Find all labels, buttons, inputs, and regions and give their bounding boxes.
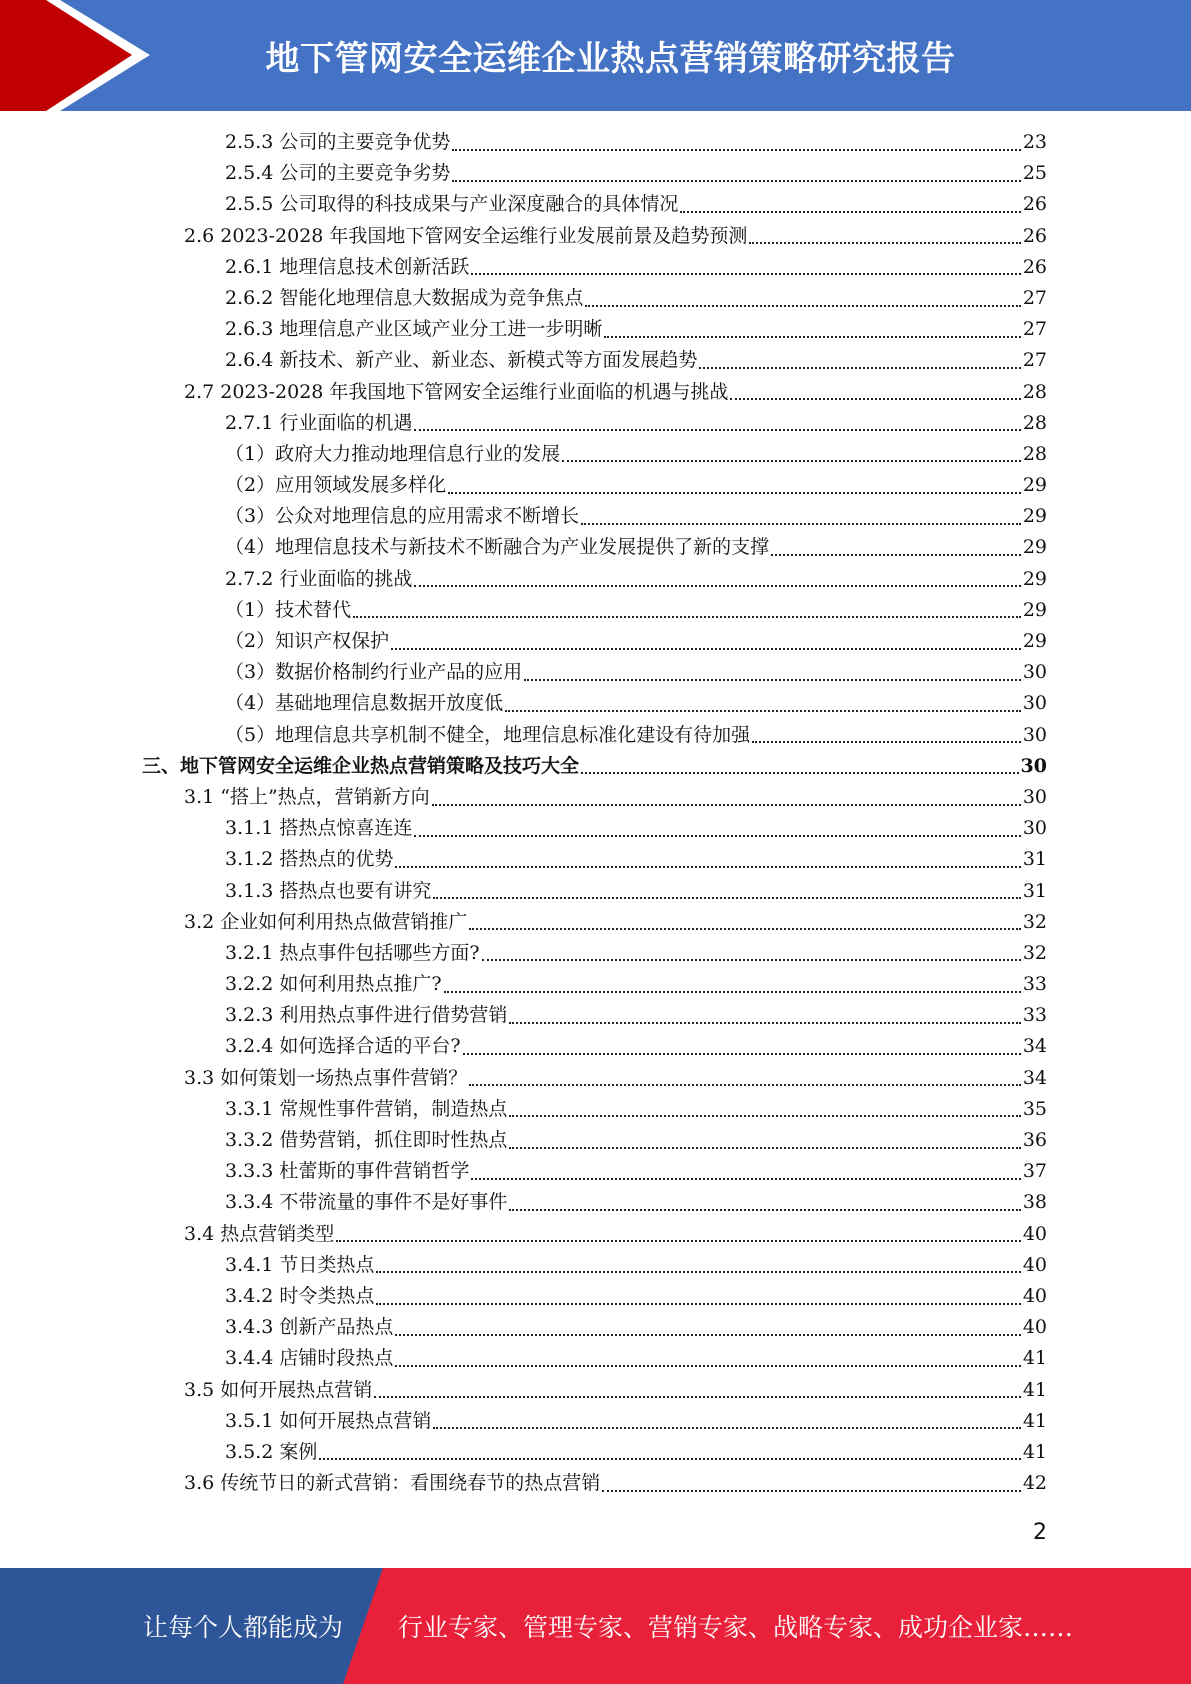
toc-entry-title: 3.1.3 搭热点也要有讲究 [225,879,432,902]
toc-entry[interactable] [0,252,1191,283]
toc-entry-page: 28 [1022,442,1047,465]
toc-dot-leader [604,336,1020,338]
toc-entry-page: 40 [1022,1253,1047,1276]
toc-entry[interactable] [0,1063,1191,1094]
toc-dot-leader [471,1178,1020,1180]
toc-entry-page: 41 [1022,1440,1047,1463]
toc-dot-leader [391,648,1021,650]
toc-dot-leader [463,1053,1021,1055]
toc-entry[interactable] [0,1094,1191,1125]
toc-entry-title: 3.3.2 借势营销，抓住即时性热点 [225,1129,508,1151]
toc-entry-page: 35 [1022,1097,1047,1120]
toc-entry[interactable] [0,470,1191,501]
toc-entry-title: 3.3.3 杜蕾斯的事件营销哲学 [225,1160,470,1183]
toc-entry-title: 3.3.1 常规性事件营销，制造热点 [225,1097,508,1120]
toc-entry[interactable] [0,501,1191,532]
toc-entry[interactable] [0,1250,1191,1281]
toc-entry-page: 29 [1022,474,1047,497]
toc-entry-title: 2.5.5 公司取得的科技成果与产业深度融合的具体情况 [225,193,679,216]
toc-entry[interactable] [0,595,1191,626]
report-title: 地下管网安全运维企业热点营销策略研究报告 [265,39,956,79]
toc-entry-title: 3.2.1 热点事件包括哪些方面? [225,941,480,964]
toc-dot-leader [433,897,1020,899]
toc-entry-title: 3.4.4 店铺时段热点 [225,1347,394,1370]
toc-entry[interactable] [0,439,1191,470]
toc-entry-title: 3.1 “搭上”热点，营销新方向 [184,785,430,808]
toc-entry[interactable] [0,1187,1191,1218]
toc-entry-page: 38 [1022,1191,1047,1214]
toc-dot-leader [414,429,1020,431]
page-footer [0,1568,1191,1684]
toc-entry[interactable] [0,782,1191,813]
toc-entry-title: 3.2 企业如何利用热点做营销推广 [184,910,468,933]
toc-entry[interactable] [0,1375,1191,1406]
toc-dot-leader [353,616,1021,618]
toc-entry[interactable] [0,720,1191,751]
footer-slogan-left: 让每个人都能成为 [143,1613,344,1642]
toc-dot-leader [395,1334,1020,1336]
toc-entry-title: 3.4.3 创新产品热点 [225,1316,394,1339]
toc-entry-title: （5）地理信息共享机制不健全，地理信息标准化建设有待加强 [225,723,751,746]
toc-entry-title: 3.6 传统节日的新式营销：看围绕春节的热点营销 [184,1472,601,1495]
toc-dot-leader [699,367,1020,369]
toc-dot-leader [730,398,1020,400]
toc-entry-page: 34 [1022,1066,1047,1089]
toc-entry[interactable] [0,158,1191,189]
toc-dot-leader [562,460,1021,462]
toc-entry-page: 29 [1022,536,1047,559]
toc-entry-title: 2.6.4 新技术、新产业、新业态、新模式等方面发展趋势 [225,349,698,372]
toc-entry-title: 3.3 如何策划一场热点事件营销？ [184,1066,468,1089]
toc-dot-leader [581,772,1019,774]
toc-entry-page: 31 [1022,848,1047,871]
toc-entry-title: 3.5.1 如何开展热点营销 [225,1409,432,1432]
toc-entry-page: 29 [1022,598,1047,621]
toc-entry[interactable] [0,221,1191,252]
toc-entry[interactable] [0,751,1191,782]
toc-entry[interactable] [0,1000,1191,1031]
toc-dot-leader [509,1147,1020,1149]
toc-entry-page: 32 [1022,941,1047,964]
toc-entry[interactable] [0,1437,1191,1468]
toc-entry-page: 30 [1022,692,1047,715]
toc-dot-leader [319,1458,1020,1460]
toc-dot-leader [432,804,1021,806]
toc-dot-leader [585,305,1020,307]
toc-entry[interactable] [0,377,1191,408]
toc-entry[interactable] [0,1343,1191,1374]
toc-entry[interactable] [0,408,1191,439]
toc-entry[interactable] [0,1406,1191,1437]
toc-dot-leader [509,1209,1020,1211]
toc-entry-title: （2）应用领域发展多样化 [225,474,447,497]
toc-entry[interactable] [0,189,1191,220]
toc-entry-title: 3.4.1 节日类热点 [225,1253,375,1276]
toc-entry[interactable] [0,127,1191,158]
toc-entry-page: 36 [1022,1129,1047,1151]
toc-entry-title: （1）技术替代 [225,598,352,621]
toc-dot-leader [374,1396,1021,1398]
toc-entry-page: 30 [1020,754,1047,777]
toc-entry-page: 28 [1022,380,1047,403]
toc-dot-leader [581,523,1021,525]
toc-dot-leader [509,1022,1020,1024]
toc-entry-page: 30 [1022,785,1047,808]
toc-entry-page: 37 [1022,1160,1047,1183]
toc-entry[interactable] [0,657,1191,688]
toc-dot-leader [524,679,1021,681]
toc-entry-page: 34 [1022,1035,1047,1058]
footer-slogan-right: 行业专家、管理专家、营销专家、战略专家、成功企业家…… [398,1613,1074,1642]
toc-entry-page: 29 [1022,567,1047,590]
toc-dot-leader [414,835,1020,837]
toc-entry[interactable] [0,938,1191,969]
toc-entry-page: 30 [1022,817,1047,840]
toc-entry[interactable] [0,1219,1191,1250]
toc-entry-page: 30 [1022,723,1047,746]
toc-entry-page: 42 [1022,1472,1047,1495]
toc-entry-title: 3.1.1 搭热点惊喜连连 [225,817,413,840]
toc-entry-page: 27 [1022,318,1047,341]
toc-entry[interactable] [0,283,1191,314]
toc-entry-title: 2.5.3 公司的主要竞争优势 [225,131,451,153]
toc-entry-page: 29 [1022,630,1047,652]
toc-dot-leader [452,180,1020,182]
toc-entry[interactable] [0,969,1191,1000]
toc-entry-title: 3.4 热点营销类型 [184,1222,335,1245]
toc-entry-title: 2.6.2 智能化地理信息大数据成为竞争焦点 [225,286,584,309]
toc-entry[interactable] [0,314,1191,345]
toc-dot-leader [469,1084,1021,1086]
toc-entry-title: （3）数据价格制约行业产品的应用 [225,661,523,684]
toc-entry-page: 41 [1022,1409,1047,1432]
table-of-contents [0,127,1191,1499]
page-header [0,0,1191,111]
toc-entry[interactable] [0,844,1191,875]
toc-entry-title: （3）公众对地理信息的应用需求不断增长 [225,505,580,528]
toc-dot-leader [448,492,1021,494]
toc-entry-title: 2.7.1 行业面临的机遇 [225,411,413,434]
toc-entry[interactable] [0,876,1191,907]
toc-dot-leader [469,928,1021,930]
toc-entry-title: 2.7 2023-2028 年我国地下管网安全运维行业面临的机遇与挑战 [184,380,729,403]
toc-entry[interactable] [0,1031,1191,1062]
toc-entry-page: 27 [1022,349,1047,372]
toc-dot-leader [395,866,1020,868]
toc-entry[interactable] [0,813,1191,844]
toc-dot-leader [444,991,1021,993]
toc-entry[interactable] [0,1312,1191,1343]
toc-entry-page: 26 [1022,224,1047,247]
toc-entry[interactable] [0,907,1191,938]
toc-entry[interactable] [0,345,1191,376]
toc-dot-leader [395,1365,1020,1367]
toc-entry[interactable] [0,532,1191,563]
toc-entry-title: （4）地理信息技术与新技术不断融合为产业发展提供了新的支撑 [225,536,770,559]
toc-entry-page: 40 [1022,1222,1047,1245]
toc-entry-page: 33 [1022,1004,1047,1027]
toc-dot-leader [771,554,1021,556]
toc-dot-leader [505,710,1021,712]
toc-entry-page: 31 [1022,879,1047,902]
toc-entry-page: 41 [1022,1347,1047,1370]
toc-entry[interactable] [0,564,1191,595]
toc-entry-title: （1）政府大力推动地理信息行业的发展 [225,442,561,465]
toc-entry-title: 3.5.2 案例 [225,1440,318,1463]
page-number: 2 [1033,1520,1047,1545]
toc-entry-title: 3.5 如何开展热点营销 [184,1378,373,1401]
toc-entry-title: 3.4.2 时令类热点 [225,1284,375,1307]
toc-entry-title: 2.7.2 行业面临的挑战 [225,567,413,590]
toc-entry-title: 2.6 2023-2028 年我国地下管网安全运维行业发展前景及趋势预测 [184,224,748,247]
toc-entry-title: （4）基础地理信息数据开放度低 [225,692,504,715]
toc-entry-page: 26 [1022,255,1047,278]
toc-dot-leader [452,149,1020,151]
toc-entry-page: 29 [1022,505,1047,528]
toc-entry[interactable] [0,688,1191,719]
toc-entry-title: 3.3.4 不带流量的事件不是好事件 [225,1191,508,1214]
toc-entry-page: 25 [1022,162,1047,185]
toc-entry[interactable] [0,1156,1191,1187]
toc-dot-leader [509,1115,1020,1117]
toc-entry[interactable] [0,1281,1191,1312]
toc-entry-page: 30 [1022,661,1047,684]
toc-dot-leader [376,1303,1020,1305]
toc-dot-leader [752,741,1021,743]
toc-dot-leader [602,1490,1021,1492]
toc-entry-page: 41 [1022,1378,1047,1401]
toc-entry-page: 27 [1022,286,1047,309]
toc-entry-title: 3.2.3 利用热点事件进行借势营销 [225,1004,508,1027]
toc-entry-page: 32 [1022,910,1047,933]
toc-entry-title: 2.5.4 公司的主要竞争劣势 [225,162,451,185]
toc-entry-title: 三、地下管网安全运维企业热点营销策略及技巧大全 [142,754,580,777]
toc-entry-page: 23 [1022,131,1047,153]
toc-dot-leader [336,1240,1021,1242]
toc-dot-leader [414,585,1020,587]
toc-entry[interactable] [0,1125,1191,1156]
toc-entry-title: 3.2.2 如何利用热点推广? [225,973,442,996]
toc-entry-page: 40 [1022,1284,1047,1307]
toc-entry-title: 2.6.1 地理信息技术创新活跃 [225,255,470,278]
toc-entry[interactable] [0,626,1191,657]
toc-entry-title: 3.2.4 如何选择合适的平台? [225,1035,461,1058]
toc-dot-leader [749,242,1020,244]
toc-dot-leader [482,959,1021,961]
toc-entry-page: 33 [1022,973,1047,996]
toc-entry[interactable] [0,1468,1191,1499]
toc-entry-page: 26 [1022,193,1047,216]
toc-dot-leader [433,1427,1020,1429]
toc-entry-title: 2.6.3 地理信息产业区域产业分工进一步明晰 [225,318,603,341]
toc-dot-leader [471,273,1020,275]
toc-entry-title: （2）知识产权保护 [225,630,390,652]
toc-dot-leader [376,1271,1020,1273]
toc-entry-page: 28 [1022,411,1047,434]
toc-dot-leader [680,211,1020,213]
toc-entry-title: 3.1.2 搭热点的优势 [225,848,394,871]
toc-entry-page: 40 [1022,1316,1047,1339]
